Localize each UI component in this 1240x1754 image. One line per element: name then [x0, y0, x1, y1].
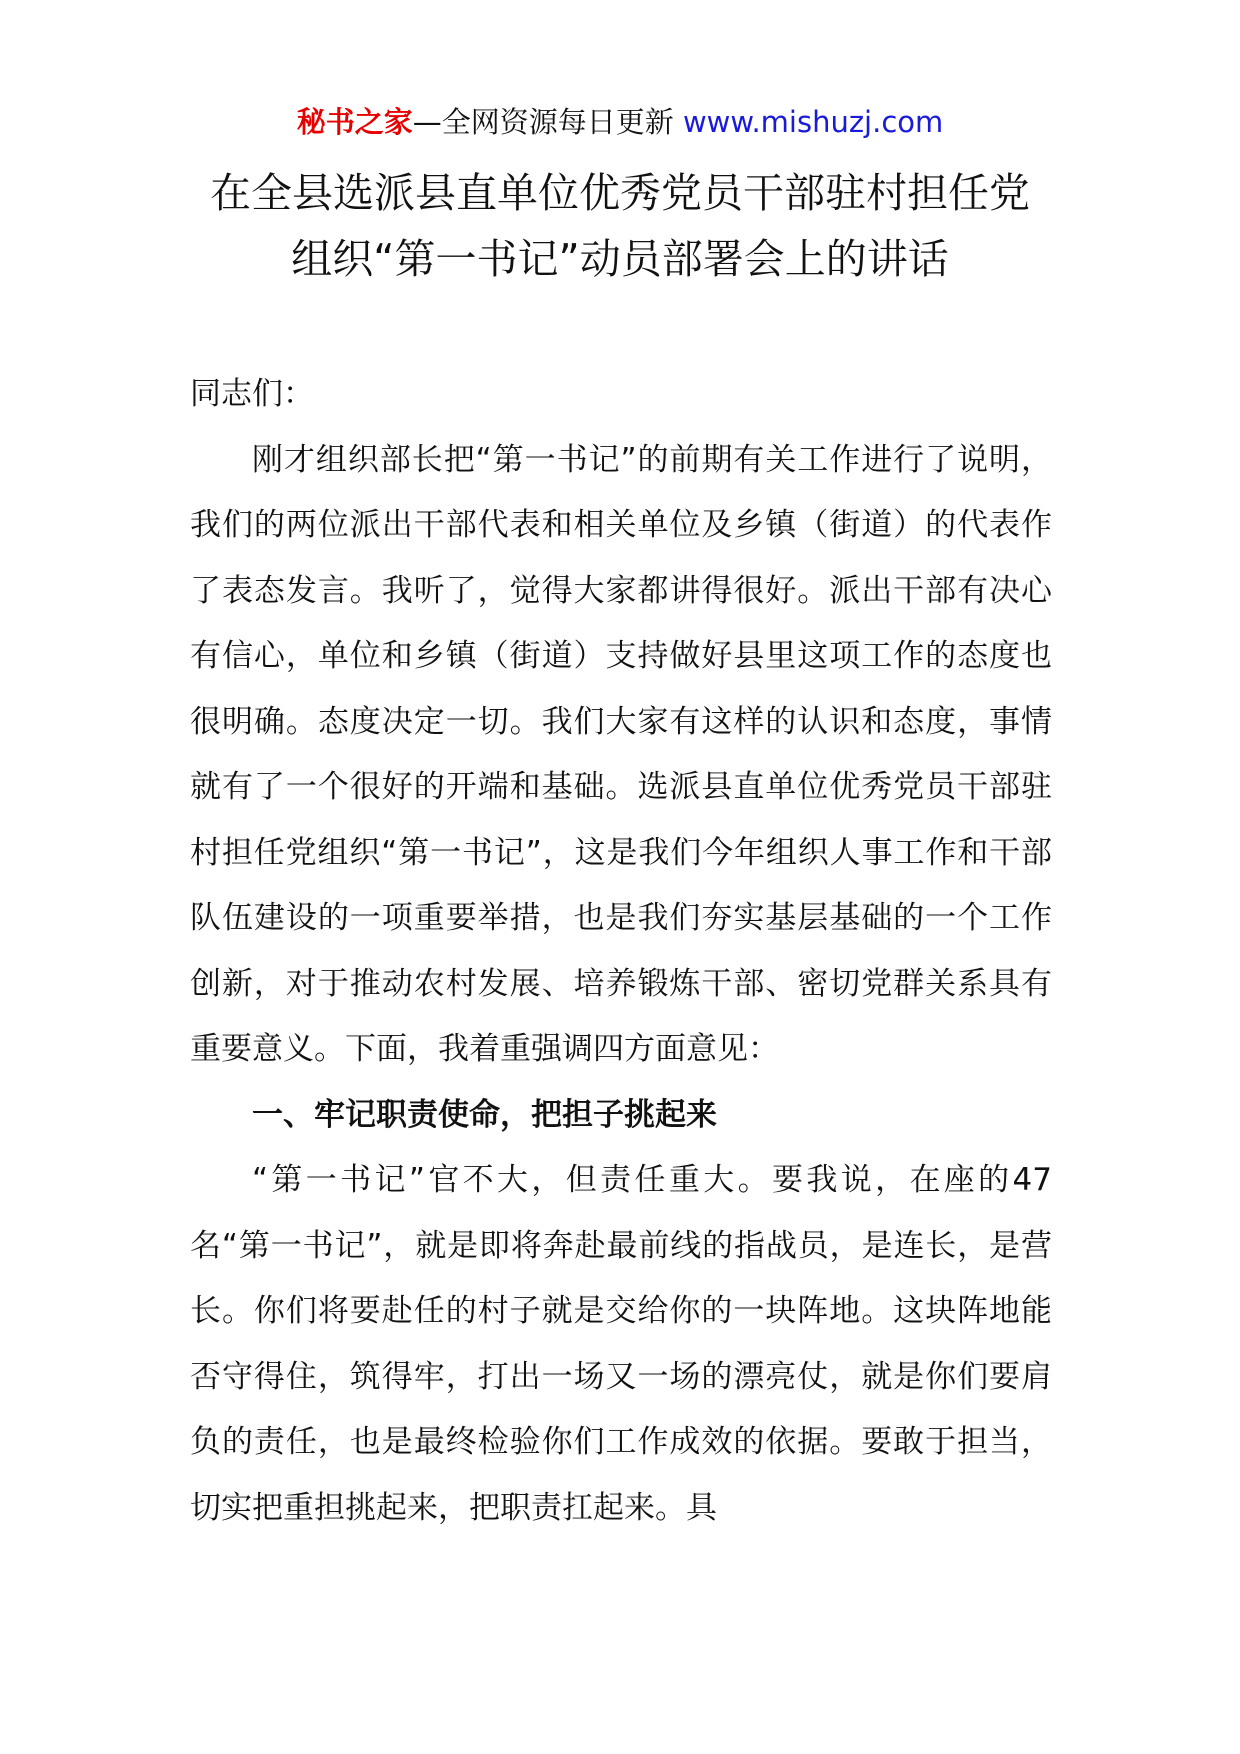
body-paragraph: “第一书记”官不大，但责任重大。要我说，在座的47名“第一书记”，就是即将奔赴最前线的指战员，是连长，是营长。你们将要赴任的村子就是交给你的一块阵地。这块阵地能否守得住，筑得牢，打出一场又一场的漂亮仗，就是你们要肩负的责任，也是最终检验你们工作成效的依据。要敢于担当，切实把重担挑起来，把职责扛起来。具 [190, 1162, 1052, 1526]
brand-name: 秘书之家 [296, 105, 413, 139]
site-banner [0, 100, 1240, 144]
salutation: 同志们： [190, 376, 314, 412]
body-paragraph: 刚才组织部长把“第一书记”的前期有关工作进行了说明，我们的两位派出干部代表和相关单位及乡镇（街道）的代表作了表态发言。我听了，觉得大家都讲得很好。派出干部有决心有信心，单位和乡镇（街道）支持做好县里这项工作的态度也很明确。态度决定一切。我们大家有这样的认识和态度，事情就有了一个很好的开端和基础。选派县直单位优秀党员干部驻村担任党组织“第一书记”，这是我们今年组织人事工作和干部队伍建设的一项重要举措，也是我们夯实基层基础的一个工作创新，对于推动农村发展、培养锻炼干部、密切党群关系具有重要意义。下面，我着重强调四方面意见： [190, 441, 1052, 1067]
banner-slogan: —全网资源每日更新 [412, 105, 683, 139]
document-body [190, 362, 1052, 1541]
section-heading: 一、牢记职责使命，把担子挑起来 [252, 1096, 717, 1133]
document-title: 在全县选派县直单位优秀党员干部驻村担任党组织“第一书记”动员部署会上的讲话 [210, 169, 1030, 283]
site-url-link[interactable]: www.mishuzj.com [682, 105, 944, 139]
